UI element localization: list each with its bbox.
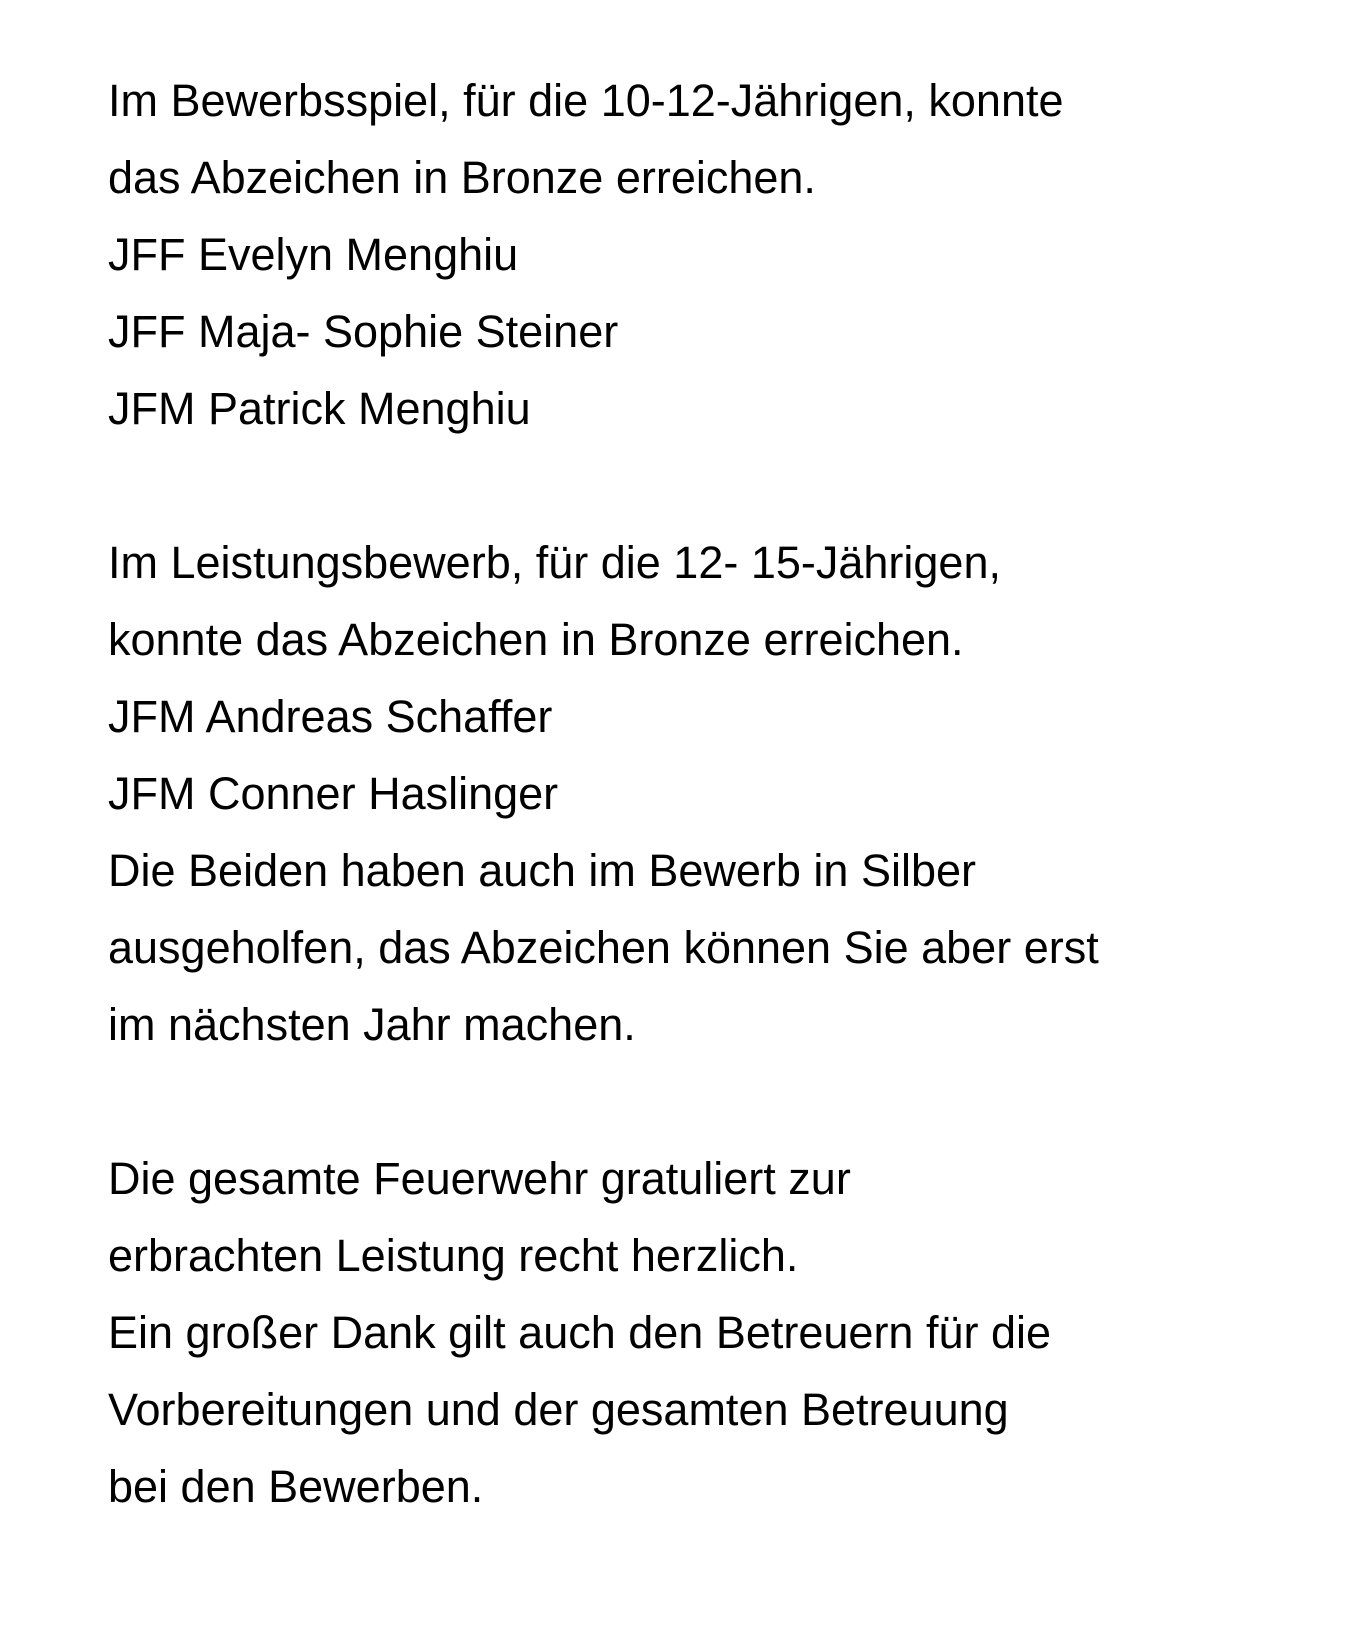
text-line: Vorbereitungen und der gesamten Betreuung xyxy=(108,1384,1009,1435)
text-line: im nächsten Jahr machen. xyxy=(108,999,636,1050)
text-line: Im Leistungsbewerb, für die 12- 15-Jährigen, xyxy=(108,537,1001,588)
participant-name: JFF Maja- Sophie Steiner xyxy=(108,306,619,357)
paragraph-congratulations xyxy=(108,1140,1308,1525)
text-line: Die Beiden haben auch im Bewerb in Silber xyxy=(108,845,977,896)
document-body xyxy=(108,62,1308,1525)
paragraph-bronze-bewerbsspiel xyxy=(108,62,1308,447)
participant-name: JFF Evelyn Menghiu xyxy=(108,229,519,280)
text-line: ausgeholfen, das Abzeichen können Sie aber erst xyxy=(108,922,1099,973)
text-line: das Abzeichen in Bronze erreichen. xyxy=(108,152,816,203)
paragraph-spacer xyxy=(108,447,1308,524)
paragraph-bronze-leistungsbewerb xyxy=(108,524,1308,1063)
paragraph-spacer xyxy=(108,1063,1308,1140)
text-line: erbrachten Leistung recht herzlich. xyxy=(108,1230,799,1281)
text-line: Ein großer Dank gilt auch den Betreuern für die xyxy=(108,1307,1052,1358)
text-line: Die gesamte Feuerwehr gratuliert zur xyxy=(108,1153,851,1204)
text-line: konnte das Abzeichen in Bronze erreichen. xyxy=(108,614,964,665)
participant-name: JFM Conner Haslinger xyxy=(108,768,559,819)
text-line: bei den Bewerben. xyxy=(108,1461,484,1512)
participant-name: JFM Andreas Schaffer xyxy=(108,691,553,742)
participant-name: JFM Patrick Menghiu xyxy=(108,383,531,434)
text-line: Im Bewerbsspiel, für die 10-12-Jährigen, konnte xyxy=(108,75,1064,126)
